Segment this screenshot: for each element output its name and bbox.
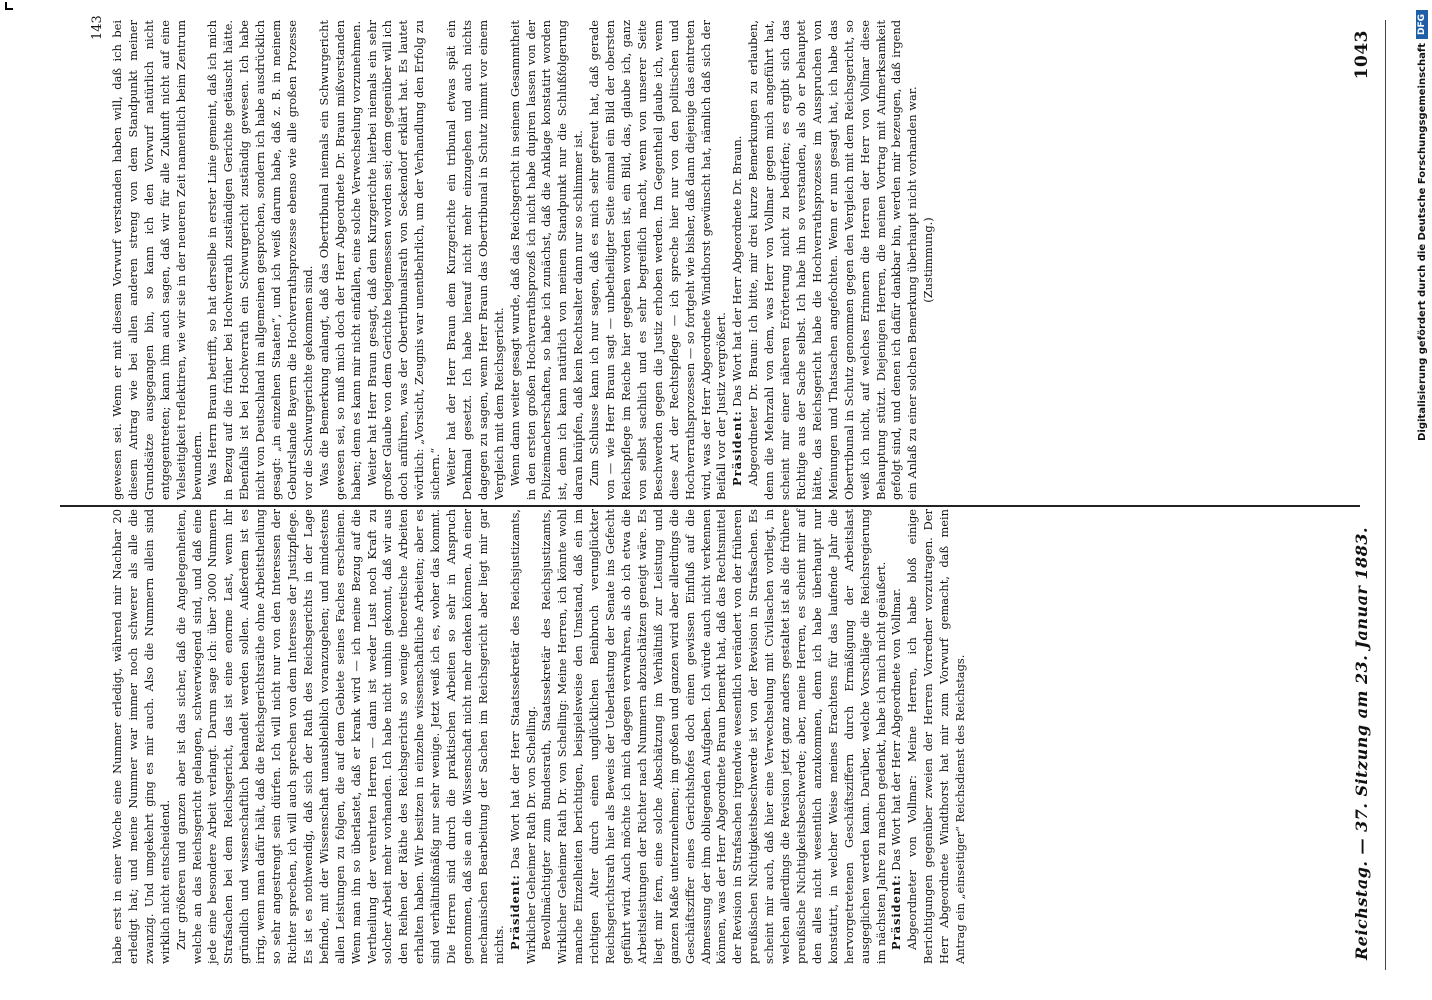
- paragraph: Abgeordneter Dr. Braun: Ich bitte, mir drei kurze Bemerkungen zu erlauben, denn die Mehrzahl von dem, was Herr von Vollmar gegen mich angeführt hat, scheint mir einer näheren Erörterung nicht zu bedürfen; es ergibt sich das Richtige aus der Sache selbst. Ich habe ihn so verstanden, als ob er behauptet hätte, das Reichsgericht habe die Hochverrathsprozesse im Ausspruchen von Meinungen und Thatsachen angefochten. Wenn er nun gesagt hat, ich habe das Obertribunal in Schutz genommen gegen den Vergleich mit dem Reichsgericht, so weiß ich nicht, auf welches Erinnern die Herren der Herr von Vollmar diese Behauptung stützt. Diejenigen Herren, die meinen Vortrag mit Aufmerksamkeit gefolgt sind, und denen ich dafür dankbar bin, werden mir bezeugen, daß irgend ein Anlaß zu einer solchen Bemerkung überhaupt nicht vorhanden war.: [746, 20, 920, 500]
- speaker-paragraph: [889, 509, 905, 964]
- credit-text: Digitalisierung gefördert durch die Deutsche Forschungsgemeinschaft: [1416, 43, 1428, 441]
- digitization-credit: [1412, 0, 1432, 1000]
- paragraph: Zur größeren und ganzen aber ist das sicher, daß die Angelegenheiten, welche an das Reichsgericht gelangen, schwerwiegend sind, und daß eine jede eine besondere Arbeit verlangt. Darum sage ich: über 3000 Nummern Strafsachen bei dem Reichsgericht, das ist eine enorme Last, wenn ihr gründlich und wissenschaftlich behandelt werden sollen. Außerdem ist es irrig, wenn man dafür hält, daß die Reichsgerichtsräthe ohne Arbeitstheilung so sehr angestrengt sein dürfen. Ich will nicht nur von den Interessen der Richter sprechen, ich will auch sprechen von dem Interesse der Justizpflege. Es ist es nothwendig, daß sich der Rath des Reichsgerichts in der Lage befinde, mit der Wissenschaft unausbleiblich voranzugehen; und mindestens allen Leistungen zu folgen, die auf dem Gebiete seines Faches erscheinen. Wenn man ihn so überlastet, daß er krank wird — ich meine Bezug auf die Vertheilung der verehrten Herren — dann ist weder Lust noch Kraft zu solcher Arbeit mehr vorhanden. Ich habe nicht umhin gekonnt, daß wir aus den Reihen der Räthe des Reichsgerichts so wenige theoretische Arbeiten erhalten haben. Wir besitzen in einzelne wissenschaftliche Arbeiten; aber es sind verhältnißmäßig nur sehr wenige. Jetzt weiß ich es, woher das kommt. Die Herren sind durch die praktischen Arbeiten so sehr in Anspruch genommen, daß sie an die Wissenschaft nicht mehr denken können. An einer mechanischen Bearbeitung der Sachen im Reichsgericht aber liegt mir gar nichts.: [173, 509, 506, 964]
- paragraph: Weiter hat Herr Braun gesagt, daß dem Kurzgerichte hierbei niemals ein sehr großer Glaube von dem Gerichte beigemessen worden sei; dem gegenüber will ich doch anführen, was der Obertribunalsrath von Seckendorf erklärt hat. Es lautet wörtlich: „Vorsicht, Zeugnis war unentbehrlich, um der Verhandlung den Erfolg zu sichern.“: [364, 20, 443, 500]
- speaker-text: Das Wort hat der Herr Abgeordnete Dr. Braun.: [730, 135, 745, 407]
- paragraph: Weiter hat der Herr Braun dem Kurzgerichte ein tribunal etwas spät ein Denkmal gesetzt. Ich habe hierauf nicht mehr einzugehen und auch nichts dagegen zu sagen, wenn Herr Braun das Obertribunal in Schutz nimmt vor einem Vergleich mit dem Reichsgericht.: [444, 20, 506, 500]
- speaker-paragraph: [730, 20, 746, 500]
- signature-mark: 143: [90, 15, 105, 40]
- speaker-label: Präsident:: [730, 410, 745, 486]
- right-column: [110, 20, 1372, 500]
- paragraph: Zum Schlusse kann ich nur sagen, daß es mich sehr gefreut hat, daß gerade von — wie Herr Braun sagt — unbetheiligter Seite einmal ein Bild der obersten Reichspflege im Reiche hier gegeben worden ist, ein Bild, das, glaube ich, ganz von selbst sachlich und es sehr begreiflich macht, wenn von unserer Seite Beschwerden gegen die Justiz erhoben werden. Im Gegentheil glaube ich, wenn diese Art der Rechtspflege — ich spreche hier nur von den politischen und Hochverrathsprozessen — so fortgeht wie bisher, daß dann diejenige das eintreten wird, was der Herr Abgeordnete Windthorst gewünscht hat, nämlich daß sich der Beifall vor der Justiz vergrößert.: [587, 20, 729, 500]
- corner-marker: [5, 2, 13, 10]
- speaker-paragraph: [508, 509, 540, 964]
- speaker-label: Präsident:: [889, 874, 904, 950]
- left-column: [110, 509, 1372, 964]
- centered-note: (Zustimmung.): [921, 217, 936, 303]
- speaker-text: Das Wort hat der Herr Abgeordnete von Vollmar.: [889, 588, 904, 871]
- speaker-text: Das Wort hat der Herr Staatssekretär des Reichsjustizamts, Wirklicher Geheimer Rath Dr. von Schelling.: [507, 509, 538, 964]
- paragraph: Abgeordneter von Vollmar: Meine Herren, ich habe bloß einige Berichtigungen gegenüber zweien der Herren Vorredner vorzutragen. Der Herr Abgeordnete Windthorst hat mir zum Vorwurf gemacht, daß mein Antrag ein „einseitiger“ Reichsdienst des Reichstags.: [905, 509, 968, 964]
- paragraph: Was Herrn Braun betrifft, so hat derselbe in erster Linie gemeint, daß ich mich in Bezug auf die früher bei Hochverrath zuständigen Gerichte getäuscht hätte. Ebenfalls ist bei Hochverrath ein Schwurgericht zuständig gewesen. Ich habe nicht von Deutschland im allgemeinen gesprochen, sondern ich habe ausdrücklich gesagt: „in einzelnen Staaten“, und ich weiß darum habe, daß z. B. in meinem Geburtslande Bayern die Hochverrathsprozesse ebenso wie alle großen Prozesse vor die Schwurgerichte gekommen sind.: [205, 20, 315, 500]
- paragraph: habe erst in einer Woche eine Nummer erledigt, während mir Nachbar 20 erledigt hat; und meine Nummer war immer noch schwerer als alle die zwanzig. Und umgekehrt ging es mir auch. Also die Nummern allein sind wirklich nicht entscheidend.: [110, 509, 172, 964]
- speaker-label: Präsident:: [507, 874, 522, 950]
- column-divider: [60, 505, 1360, 507]
- paragraph: gewesen sei. Wenn er mit diesem Vorwurf verstanden haben will, daß ich bei diesem Antrag wie bei allen anderen streng von dem Standpunkt meiner Grundsätze ausgegangen bin, so kann ich den Vorwurf natürlich nicht entgegentreten; kann ihm auch sagen, daß wir für alle Zukunft nicht auf eine Vielseitigkeit reflektiren, wie wir sie in der neueren Zeit namentlich beim Zentrum bewundern.: [110, 20, 204, 500]
- page-number: 1043: [1352, 30, 1372, 80]
- dfg-logo: DFG: [1416, 10, 1428, 39]
- paragraph: Bevollmächtigter zum Bundesrath, Staatssekretär des Reichsjustizamts, Wirklicher Geheimer Rath Dr. von Schelling: Meine Herren, ich könnte wohl manche Einzelheiten berichtigen, beispielsweise den Umstand, daß ein im richtigen Alter durch einen unglücklichen Beinbruch verunglückter Reichsgerichtsrath hier als Beweis der Ueberlastung der Senate ins Gefecht geführt wird. Auch möchte ich mich dagegen verwahren, als ob ich etwa die Arbeitsleistungen der Richter nach Nummern abzuschätzen geneigt wäre. Es liegt mir fern, eine solche Abschätzung im Verhältniß zur Leistung und ganzen Maße unterzunehmen; im großen und ganzen wird aber allerdings die Geschäftsziffer eines Gerichtshofes doch einen gewissen Einfluß auf die Abmessung der ihm obliegenden Aufgaben. Ich würde auch nicht verkennen können, was der Herr Abgeordnete Braun bemerkt hat, daß das Rechtsmittel der Revision in Strafsachen irgendwie wesentlich verändert von der früheren preußischen Nichtigkeitsbeschwerde ist von der Revision in Strafsachen. Es scheint mir auch, daß hier eine Verwechselung mit Civilsachen vorliegt, in welchen allerdings die Revision jetzt ganz anders gestaltet ist als die frühere preußische Nichtigkeitsbeschwerde; aber, meine Herren, es scheint mir auf den alles nicht wesentlich anzukommen, denn ich habe überhaupt nur konstatirt, in welcher Weise meines Erachtens für das laufende Jahr die hervorgetretenen Geschäftsziffern durch Ermäßigung der Arbeitslast ausgeglichen werden kann. Darüber, welche Vorschläge die Reichsregierung im nächsten Jahre zu machen gedenkt, habe ich mich nicht geäußert.: [539, 509, 888, 964]
- paragraph: Was die Bemerkung anlangt, daß das Obertribunal niemals ein Schwurgericht gewesen sei, so muß mich doch der Herr Abgeordnete Dr. Braun mißverstanden haben; denn es kann mir nicht einfallen, eine solche Verwechselung vorzunehmen.: [316, 20, 363, 500]
- header-rule: [1385, 20, 1386, 970]
- running-title: Reichstag. — 37. Sitzung am 23. Januar 1883.: [1352, 526, 1371, 960]
- paragraph: Wenn dann weiter gesagt wurde, daß das Reichsgericht in seinem Gesammtheit in den ersten großen Hochverrathsprozeß ich nicht habe dupiren lassen von der Polizeimacherschaften, so habe ich zunächst, daß die Anklage konstatirt worden ist, denn ich kann natürlich von meinem Standpunkt nur die Schlußfolgerung daran knüpfen, daß kein Rechtsalter dann nur so schlimmer ist.: [507, 20, 586, 500]
